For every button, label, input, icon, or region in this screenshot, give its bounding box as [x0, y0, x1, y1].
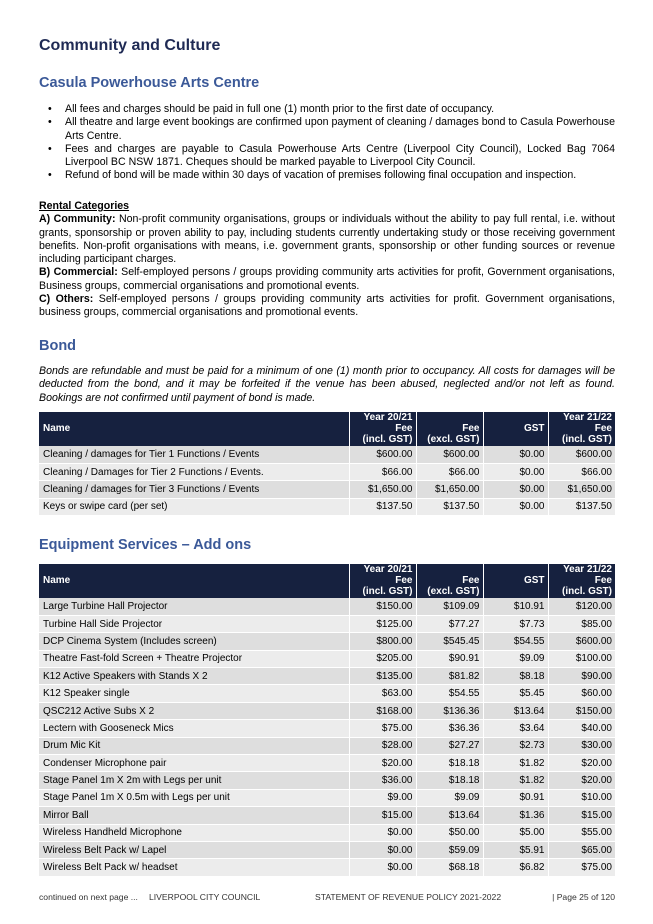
cell-year-2021-fee: $75.00 [349, 720, 416, 737]
cell-year-2122-fee: $85.00 [548, 615, 615, 632]
cell-year-2122-fee: $65.00 [548, 841, 615, 858]
cell-year-2122-fee: $60.00 [548, 685, 615, 702]
cell-name: Cleaning / damages for Tier 1 Functions / Events [39, 446, 349, 463]
cell-year-2021-fee: $150.00 [349, 598, 416, 615]
cell-year-2021-fee: $1,650.00 [349, 481, 416, 498]
header-year-2021: Year 20/21 Fee (incl. GST) [349, 412, 416, 446]
cell-gst: $0.00 [483, 446, 548, 463]
cell-gst: $0.00 [483, 498, 548, 515]
cell-fee-excl-gst: $90.91 [416, 650, 483, 667]
cell-year-2021-fee: $137.50 [349, 498, 416, 515]
cell-year-2021-fee: $600.00 [349, 446, 416, 463]
cell-gst: $5.00 [483, 824, 548, 841]
header-name: Name [39, 412, 349, 446]
cell-fee-excl-gst: $36.36 [416, 720, 483, 737]
cell-gst: $6.82 [483, 859, 548, 876]
cell-name: Stage Panel 1m X 0.5m with Legs per unit [39, 789, 349, 806]
header-gst: GST [483, 412, 548, 446]
cell-fee-excl-gst: $137.50 [416, 498, 483, 515]
cell-name: Drum Mic Kit [39, 737, 349, 754]
footer-continued: continued on next page ... [39, 892, 138, 902]
header-name: Name [39, 564, 349, 598]
equipment-table-body [39, 598, 615, 876]
table-row [39, 598, 615, 615]
cell-year-2021-fee: $28.00 [349, 737, 416, 754]
cell-year-2021-fee: $20.00 [349, 755, 416, 772]
cell-fee-excl-gst: $54.55 [416, 685, 483, 702]
cell-fee-excl-gst: $13.64 [416, 807, 483, 824]
table-row [39, 859, 615, 876]
bond-fee-table [39, 412, 615, 516]
cell-fee-excl-gst: $18.18 [416, 755, 483, 772]
cell-gst: $3.64 [483, 720, 548, 737]
rental-category-others [39, 293, 615, 320]
cell-year-2122-fee: $137.50 [548, 498, 615, 515]
cell-gst: $1.82 [483, 755, 548, 772]
section-heading-casula: Casula Powerhouse Arts Centre [39, 75, 260, 91]
table-row [39, 685, 615, 702]
cell-name: Theatre Fast-fold Screen + Theatre Projector [39, 650, 349, 667]
footer-council: LIVERPOOL CITY COUNCIL [149, 892, 261, 902]
rental-categories-heading: Rental Categories [39, 200, 130, 212]
cell-year-2122-fee: $90.00 [548, 668, 615, 685]
cell-year-2122-fee: $30.00 [548, 737, 615, 754]
category-label: B) Commercial: [39, 266, 118, 279]
category-text: Self-employed persons / groups providing community arts activities for profit. Government organisations, business groups, commercial organisations and promotional events. [39, 293, 616, 319]
cell-fee-excl-gst: $545.45 [416, 633, 483, 650]
table-header [39, 412, 615, 446]
header-year-2122: Year 21/22 Fee (incl. GST) [548, 412, 615, 446]
cell-name: Wireless Belt Pack w/ Lapel [39, 841, 349, 858]
section-heading-bond: Bond [39, 338, 77, 354]
cell-gst: $0.91 [483, 789, 548, 806]
table-row [39, 498, 615, 515]
rental-category-commercial [39, 266, 615, 293]
header-gst: GST [483, 564, 548, 598]
cell-gst: $9.09 [483, 650, 548, 667]
header-year-2122: Year 21/22 Fee (incl. GST) [548, 564, 615, 598]
cell-fee-excl-gst: $109.09 [416, 598, 483, 615]
table-row [39, 463, 615, 480]
category-text: Self-employed persons / groups providing community arts activities for profit, Government organisations, Business groups, commercial organisations and promotional events. [39, 266, 615, 292]
cell-name: Condenser Microphone pair [39, 755, 349, 772]
cell-fee-excl-gst: $68.18 [416, 859, 483, 876]
cell-year-2021-fee: $800.00 [349, 633, 416, 650]
cell-fee-excl-gst: $136.36 [416, 702, 483, 719]
category-text: Non-profit community organisations, groups or individuals without the ability to pay full rental, i.e. without grants, sponsorship or proven ability to pay, including students currently undertaking study or those receiving government benefits. Non-profit organisations with means, i.e. government grants, sponsorship or other funding sources or revenue including participant charges. [39, 213, 615, 266]
cell-name: K12 Active Speakers with Stands X 2 [39, 668, 349, 685]
cell-fee-excl-gst: $600.00 [416, 446, 483, 463]
header-fee-excl: Fee (excl. GST) [416, 564, 483, 598]
section-heading-equipment: Equipment Services – Add ons [39, 537, 252, 553]
rental-categories [39, 200, 615, 320]
cell-year-2122-fee: $100.00 [548, 650, 615, 667]
cell-name: Large Turbine Hall Projector [39, 598, 349, 615]
cell-name: Lectern with Gooseneck Mics [39, 720, 349, 737]
cell-gst: $7.73 [483, 615, 548, 632]
table-row [39, 668, 615, 685]
table-header [39, 564, 615, 598]
cell-year-2021-fee: $15.00 [349, 807, 416, 824]
cell-name: Turbine Hall Side Projector [39, 615, 349, 632]
cell-fee-excl-gst: $9.09 [416, 789, 483, 806]
equipment-fee-table [39, 564, 615, 877]
table-row [39, 841, 615, 858]
cell-year-2021-fee: $0.00 [349, 859, 416, 876]
cell-gst: $8.18 [483, 668, 548, 685]
header-year-2021: Year 20/21 Fee (incl. GST) [349, 564, 416, 598]
cell-year-2122-fee: $20.00 [548, 772, 615, 789]
cell-gst: $54.55 [483, 633, 548, 650]
table-row [39, 737, 615, 754]
table-row [39, 789, 615, 806]
cell-year-2122-fee: $66.00 [548, 463, 615, 480]
cell-fee-excl-gst: $18.18 [416, 772, 483, 789]
table-row [39, 481, 615, 498]
table-row [39, 446, 615, 463]
cell-year-2122-fee: $40.00 [548, 720, 615, 737]
cell-year-2021-fee: $135.00 [349, 668, 416, 685]
footer-statement: STATEMENT OF REVENUE POLICY 2021-2022 [315, 892, 502, 902]
cell-gst: $2.73 [483, 737, 548, 754]
cell-year-2122-fee: $120.00 [548, 598, 615, 615]
footer-page-number: | Page 25 of 120 [552, 892, 615, 902]
table-row [39, 702, 615, 719]
cell-year-2122-fee: $75.00 [548, 859, 615, 876]
cell-year-2021-fee: $36.00 [349, 772, 416, 789]
cell-year-2021-fee: $0.00 [349, 841, 416, 858]
cell-year-2021-fee: $125.00 [349, 615, 416, 632]
rental-category-community [39, 213, 615, 266]
cell-year-2021-fee: $205.00 [349, 650, 416, 667]
cell-name: Wireless Belt Pack w/ headset [39, 859, 349, 876]
bullet-item: • All theatre and large event bookings are confirmed upon payment of cleaning / damages bond to Casula Powerhouse Arts Centre. [48, 116, 615, 143]
cell-fee-excl-gst: $59.09 [416, 841, 483, 858]
cell-gst: $5.91 [483, 841, 548, 858]
cell-gst: $13.64 [483, 702, 548, 719]
cell-name: Stage Panel 1m X 2m with Legs per unit [39, 772, 349, 789]
cell-gst: $0.00 [483, 463, 548, 480]
table-row [39, 633, 615, 650]
cell-fee-excl-gst: $77.27 [416, 615, 483, 632]
cell-year-2021-fee: $168.00 [349, 702, 416, 719]
table-row [39, 824, 615, 841]
cell-gst: $1.82 [483, 772, 548, 789]
cell-fee-excl-gst: $50.00 [416, 824, 483, 841]
table-row [39, 720, 615, 737]
cell-gst: $0.00 [483, 481, 548, 498]
cell-year-2122-fee: $600.00 [548, 446, 615, 463]
bullet-item: • Refund of bond will be made within 30 days of vacation of premises following final occupation and inspection. [48, 169, 615, 182]
bond-table-body [39, 446, 615, 516]
cell-year-2021-fee: $63.00 [349, 685, 416, 702]
cell-name: Cleaning / Damages for Tier 2 Functions / Events. [39, 463, 349, 480]
cell-year-2021-fee: $0.00 [349, 824, 416, 841]
table-row [39, 807, 615, 824]
cell-name: QSC212 Active Subs X 2 [39, 702, 349, 719]
cell-fee-excl-gst: $66.00 [416, 463, 483, 480]
table-row [39, 650, 615, 667]
cell-year-2122-fee: $15.00 [548, 807, 615, 824]
bullet-item: • Fees and charges are payable to Casula Powerhouse Arts Centre (Liverpool City Council), Locked Bag 7064 Liverpool BC NSW 1871. Cheques should be marked payable to Liverpool City Council. [48, 143, 615, 170]
page-title: Community and Culture [39, 37, 221, 54]
cell-year-2122-fee: $1,650.00 [548, 481, 615, 498]
cell-year-2122-fee: $150.00 [548, 702, 615, 719]
cell-name: Mirror Ball [39, 807, 349, 824]
table-row [39, 755, 615, 772]
casula-bullet-list [48, 103, 615, 183]
cell-year-2021-fee: $9.00 [349, 789, 416, 806]
bond-note: Bonds are refundable and must be paid for a minimum of one (1) month prior to occupancy. All costs for damages will be deducted from the bond, and it may be forfeited if the venue has been abused, neglected and/or not left as found. Bookings are not confirmed until payment of bond is made. [39, 365, 615, 404]
cell-name: DCP Cinema System (Includes screen) [39, 633, 349, 650]
cell-gst: $10.91 [483, 598, 548, 615]
cell-year-2122-fee: $10.00 [548, 789, 615, 806]
cell-name: K12 Speaker single [39, 685, 349, 702]
bullet-item: • All fees and charges should be paid in full one (1) month prior to the first date of occupancy. [48, 103, 615, 116]
cell-fee-excl-gst: $81.82 [416, 668, 483, 685]
table-row [39, 615, 615, 632]
cell-year-2021-fee: $66.00 [349, 463, 416, 480]
cell-year-2122-fee: $20.00 [548, 755, 615, 772]
cell-fee-excl-gst: $1,650.00 [416, 481, 483, 498]
cell-fee-excl-gst: $27.27 [416, 737, 483, 754]
cell-year-2122-fee: $600.00 [548, 633, 615, 650]
cell-gst: $5.45 [483, 685, 548, 702]
category-label: C) Others: [39, 293, 94, 306]
cell-name: Cleaning / damages for Tier 3 Functions / Events [39, 481, 349, 498]
cell-gst: $1.36 [483, 807, 548, 824]
category-label: A) Community: [39, 213, 116, 226]
cell-name: Keys or swipe card (per set) [39, 498, 349, 515]
header-fee-excl: Fee (excl. GST) [416, 412, 483, 446]
cell-year-2122-fee: $55.00 [548, 824, 615, 841]
table-row [39, 772, 615, 789]
cell-name: Wireless Handheld Microphone [39, 824, 349, 841]
